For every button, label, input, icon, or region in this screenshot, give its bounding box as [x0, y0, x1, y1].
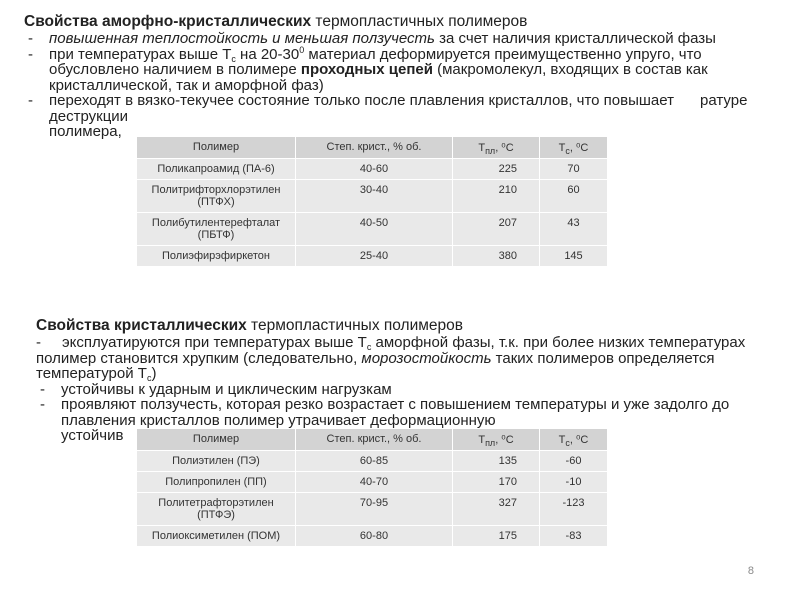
para-part-d: ) — [151, 365, 157, 382]
cell-crystallinity: 60-85 — [296, 451, 453, 472]
bullet2-part-a: при температурах выше Т — [49, 45, 232, 63]
bullet3-part-a: переходят в вязко-текучее состояние только после плавления кристаллов, что повышает — [49, 92, 674, 109]
bullet2-bold: проходных цепей — [300, 61, 433, 78]
cell-glass-temp: 70 — [540, 159, 608, 180]
cell-polymer-name: Полипропилен (ПП) — [137, 472, 296, 493]
cell-polymer-name: Политрифторхлорэтилен (ПТФХ) — [137, 180, 296, 213]
section2-title-bold: Свойства кристаллических — [36, 317, 247, 334]
table-row — [137, 180, 608, 213]
cell-polymer-name: Полиэтилен (ПЭ) — [137, 451, 296, 472]
cell-crystallinity: 30-40 — [296, 180, 453, 213]
cell-glass-temp: -60 — [540, 451, 608, 472]
cell-crystallinity: 25-40 — [296, 246, 453, 267]
table-body — [137, 451, 608, 547]
bullet2-sup: 0 — [299, 44, 305, 55]
cell-polymer-name: Поликапроамид (ПА-6) — [137, 159, 296, 180]
cell-melting-temp: 207 — [453, 213, 540, 246]
section1-title-rest: термопластичных полимеров — [311, 13, 528, 30]
cell-melting-temp: 225 — [453, 159, 540, 180]
header-glass-temp: $Т_с$, ⁰С — [540, 429, 608, 451]
cell-crystallinity: 40-70 — [296, 472, 453, 493]
bullet1-rest: за счет наличия кристаллической фазы — [434, 30, 716, 47]
section1-title — [24, 12, 784, 31]
section2-bullet-1: - устойчивы к ударным и циклическим нагрузкам — [36, 382, 766, 398]
cell-melting-temp: 170 — [453, 472, 540, 493]
table-row — [137, 472, 608, 493]
cell-melting-temp: 135 — [453, 451, 540, 472]
bullet2-part-b: на 20-30 — [235, 45, 300, 63]
cell-crystallinity: 70-95 — [296, 493, 453, 526]
header-polymer: Полимер — [137, 137, 296, 159]
cell-glass-temp: 145 — [540, 246, 608, 267]
s2-bullet2-part-a: проявляют ползучесть, которая резко возрастает с повышением температуры и уже задолго до плавления кристаллов полимер утрачивает деформационную — [61, 396, 730, 429]
header-polymer: Полимер — [137, 429, 296, 451]
header-melting-temp: $Т_{пл}$, ⁰С — [453, 137, 540, 159]
paragraph-dash: - — [36, 334, 41, 351]
para-part-a: эксплуатируются при температурах выше Т — [62, 334, 367, 351]
bullet2-sub: с — [231, 53, 236, 64]
cell-polymer-name: Полиоксиметилен (ПОМ) — [137, 526, 296, 547]
table-row — [137, 451, 608, 472]
cell-melting-temp: 175 — [453, 526, 540, 547]
para-part-b: аморфной фазы, т.к. при более низких температурах полимер становится хрупким (следовательно, — [36, 334, 746, 367]
s2-bullet2-part-b: устойчив — [61, 427, 124, 444]
cell-crystallinity: 40-60 — [296, 159, 453, 180]
cell-glass-temp: -10 — [540, 472, 608, 493]
cell-glass-temp: -83 — [540, 526, 608, 547]
cell-glass-temp: -123 — [540, 493, 608, 526]
header-melting-temp: $Т_{пл}$, ⁰С — [453, 429, 540, 451]
table-crystalline — [136, 428, 608, 547]
cell-crystallinity: 60-80 — [296, 526, 453, 547]
bullet3-part-b: ратуре деструкции — [49, 92, 748, 125]
table-row — [137, 213, 608, 246]
para-part-c: таких полимеров определяется температурой Т — [36, 349, 715, 382]
section1-bullet-1 — [24, 31, 784, 47]
header-crystallinity: Степ. крист., % об. — [296, 429, 453, 451]
cell-crystallinity: 40-50 — [296, 213, 453, 246]
para-sub-2: с — [146, 373, 152, 383]
header-crystallinity: Степ. крист., % об. — [296, 137, 453, 159]
bullet2-part-c: материал деформируется преимущественно упруго, что обусловлено наличием в полимере — [49, 45, 702, 78]
section2-paragraph — [36, 335, 766, 382]
table-header-row — [137, 137, 608, 159]
cell-polymer-name: Полиэфирэфиркетон — [137, 246, 296, 267]
section1-title-bold: Свойства аморфно-кристаллических — [24, 13, 312, 30]
section-crystalline — [36, 316, 766, 444]
table-body — [137, 159, 608, 267]
section1-bullet-2 — [24, 44, 784, 94]
table-row — [137, 493, 608, 526]
section2-title — [36, 316, 766, 335]
header-glass-temp: $Т_с$, ⁰С — [540, 137, 608, 159]
table-header-row — [137, 429, 608, 451]
bullet1-italic: повышенная теплостойкость и меньшая ползучесть — [49, 30, 435, 47]
section2-title-rest: термопластичных полимеров — [246, 317, 464, 334]
cell-melting-temp: 327 — [453, 493, 540, 526]
cell-glass-temp: 43 — [540, 213, 608, 246]
para-italic: морозостойкость — [361, 349, 492, 367]
cell-polymer-name: Политетрафторэтилен (ПТФЭ) — [137, 493, 296, 526]
bullet3-part-c: полимера, — [49, 123, 122, 140]
section1-bullet-3 — [24, 93, 784, 140]
table-amorphous-crystalline — [136, 136, 608, 267]
cell-glass-temp: 60 — [540, 180, 608, 213]
cell-melting-temp: 380 — [453, 246, 540, 267]
page-number: 8 — [747, 565, 754, 577]
cell-polymer-name: Полибутилентерефталат (ПБТФ) — [137, 213, 296, 246]
section1-bullets — [24, 31, 784, 140]
table-row — [137, 526, 608, 547]
table-row — [137, 246, 608, 267]
cell-melting-temp: 210 — [453, 180, 540, 213]
para-sub: с — [366, 342, 372, 352]
table-row — [137, 159, 608, 180]
section-amorphous-crystalline — [24, 12, 784, 140]
bullet2-part-d: (макромолекул, входящих в состав как кристаллической, так и аморфной фаз) — [49, 61, 708, 94]
